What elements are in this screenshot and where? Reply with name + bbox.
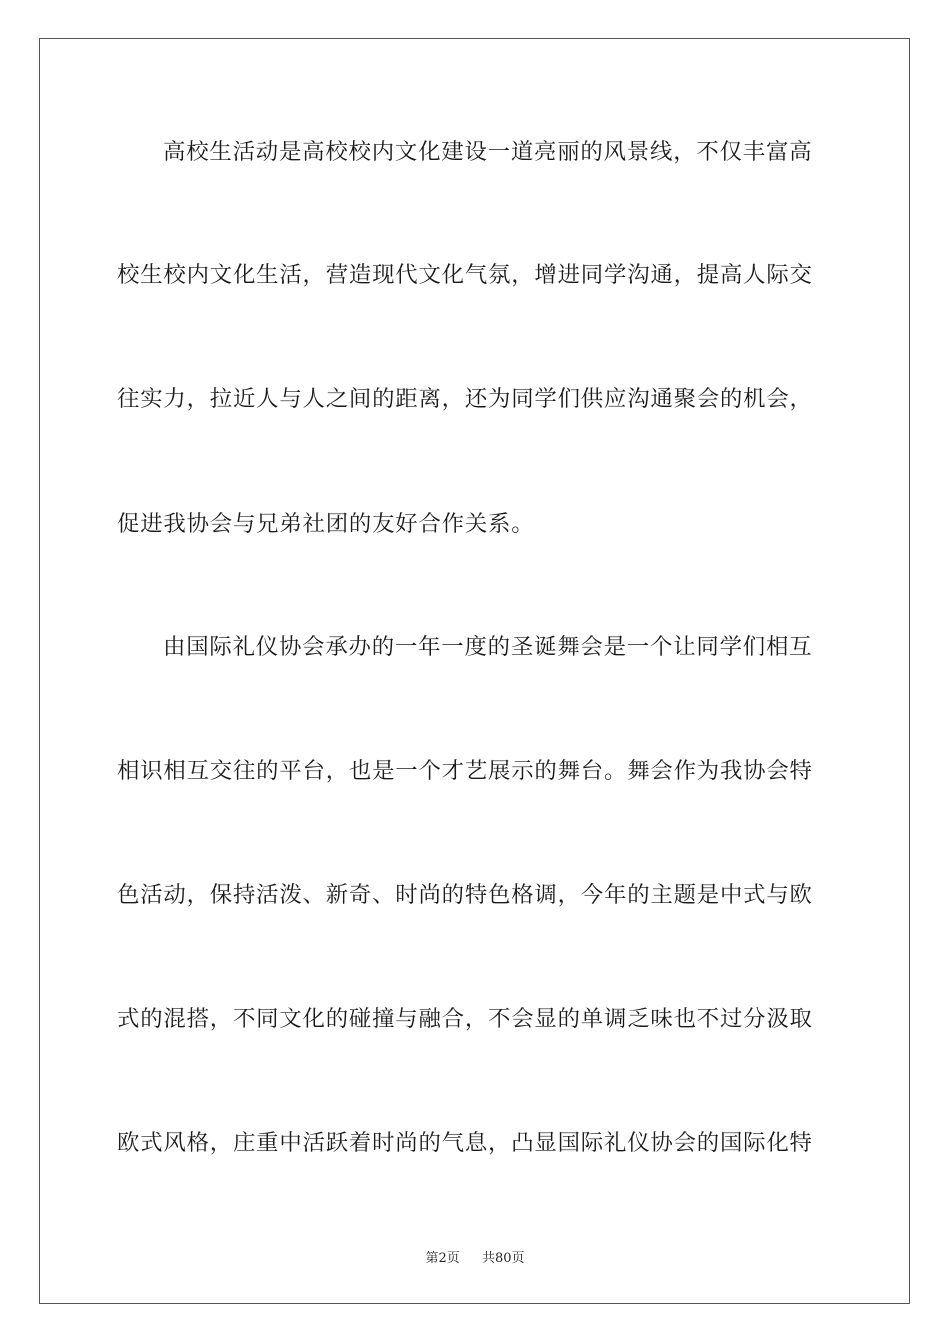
page-footer — [0, 1247, 950, 1266]
text-line: 往实力，拉近人与人之间的距离，还为同学们供应沟通聚会的机会， — [117, 386, 813, 412]
page-number: 第2页 — [425, 1251, 460, 1266]
text-line: 欧式风格，庄重中活跃着时尚的气息，凸显国际礼仪协会的国际化特 — [117, 1130, 813, 1156]
text-line: 校生校内文化生活，营造现代文化气氛，增进同学沟通，提高人际交 — [117, 262, 813, 288]
text-line: 色活动，保持活泼、新奇、时尚的特色格调，今年的主题是中式与欧 — [117, 882, 813, 908]
text-line: 式的混搭，不同文化的碰撞与融合，不会显的单调乏味也不过分汲取 — [117, 1006, 813, 1032]
text-line: 促进我协会与兄弟社团的友好合作关系。 — [117, 511, 535, 537]
text-line: 相识相互交往的平台，也是一个才艺展示的舞台。舞会作为我协会特 — [117, 758, 813, 784]
text-line: 由国际礼仪协会承办的一年一度的圣诞舞会是一个让同学们相互 — [163, 634, 813, 660]
page-border — [39, 38, 910, 1304]
text-line: 高校生活动是高校校内文化建设一道亮丽的风景线，不仅丰富高 — [163, 139, 813, 165]
total-pages: 共80页 — [482, 1251, 525, 1266]
